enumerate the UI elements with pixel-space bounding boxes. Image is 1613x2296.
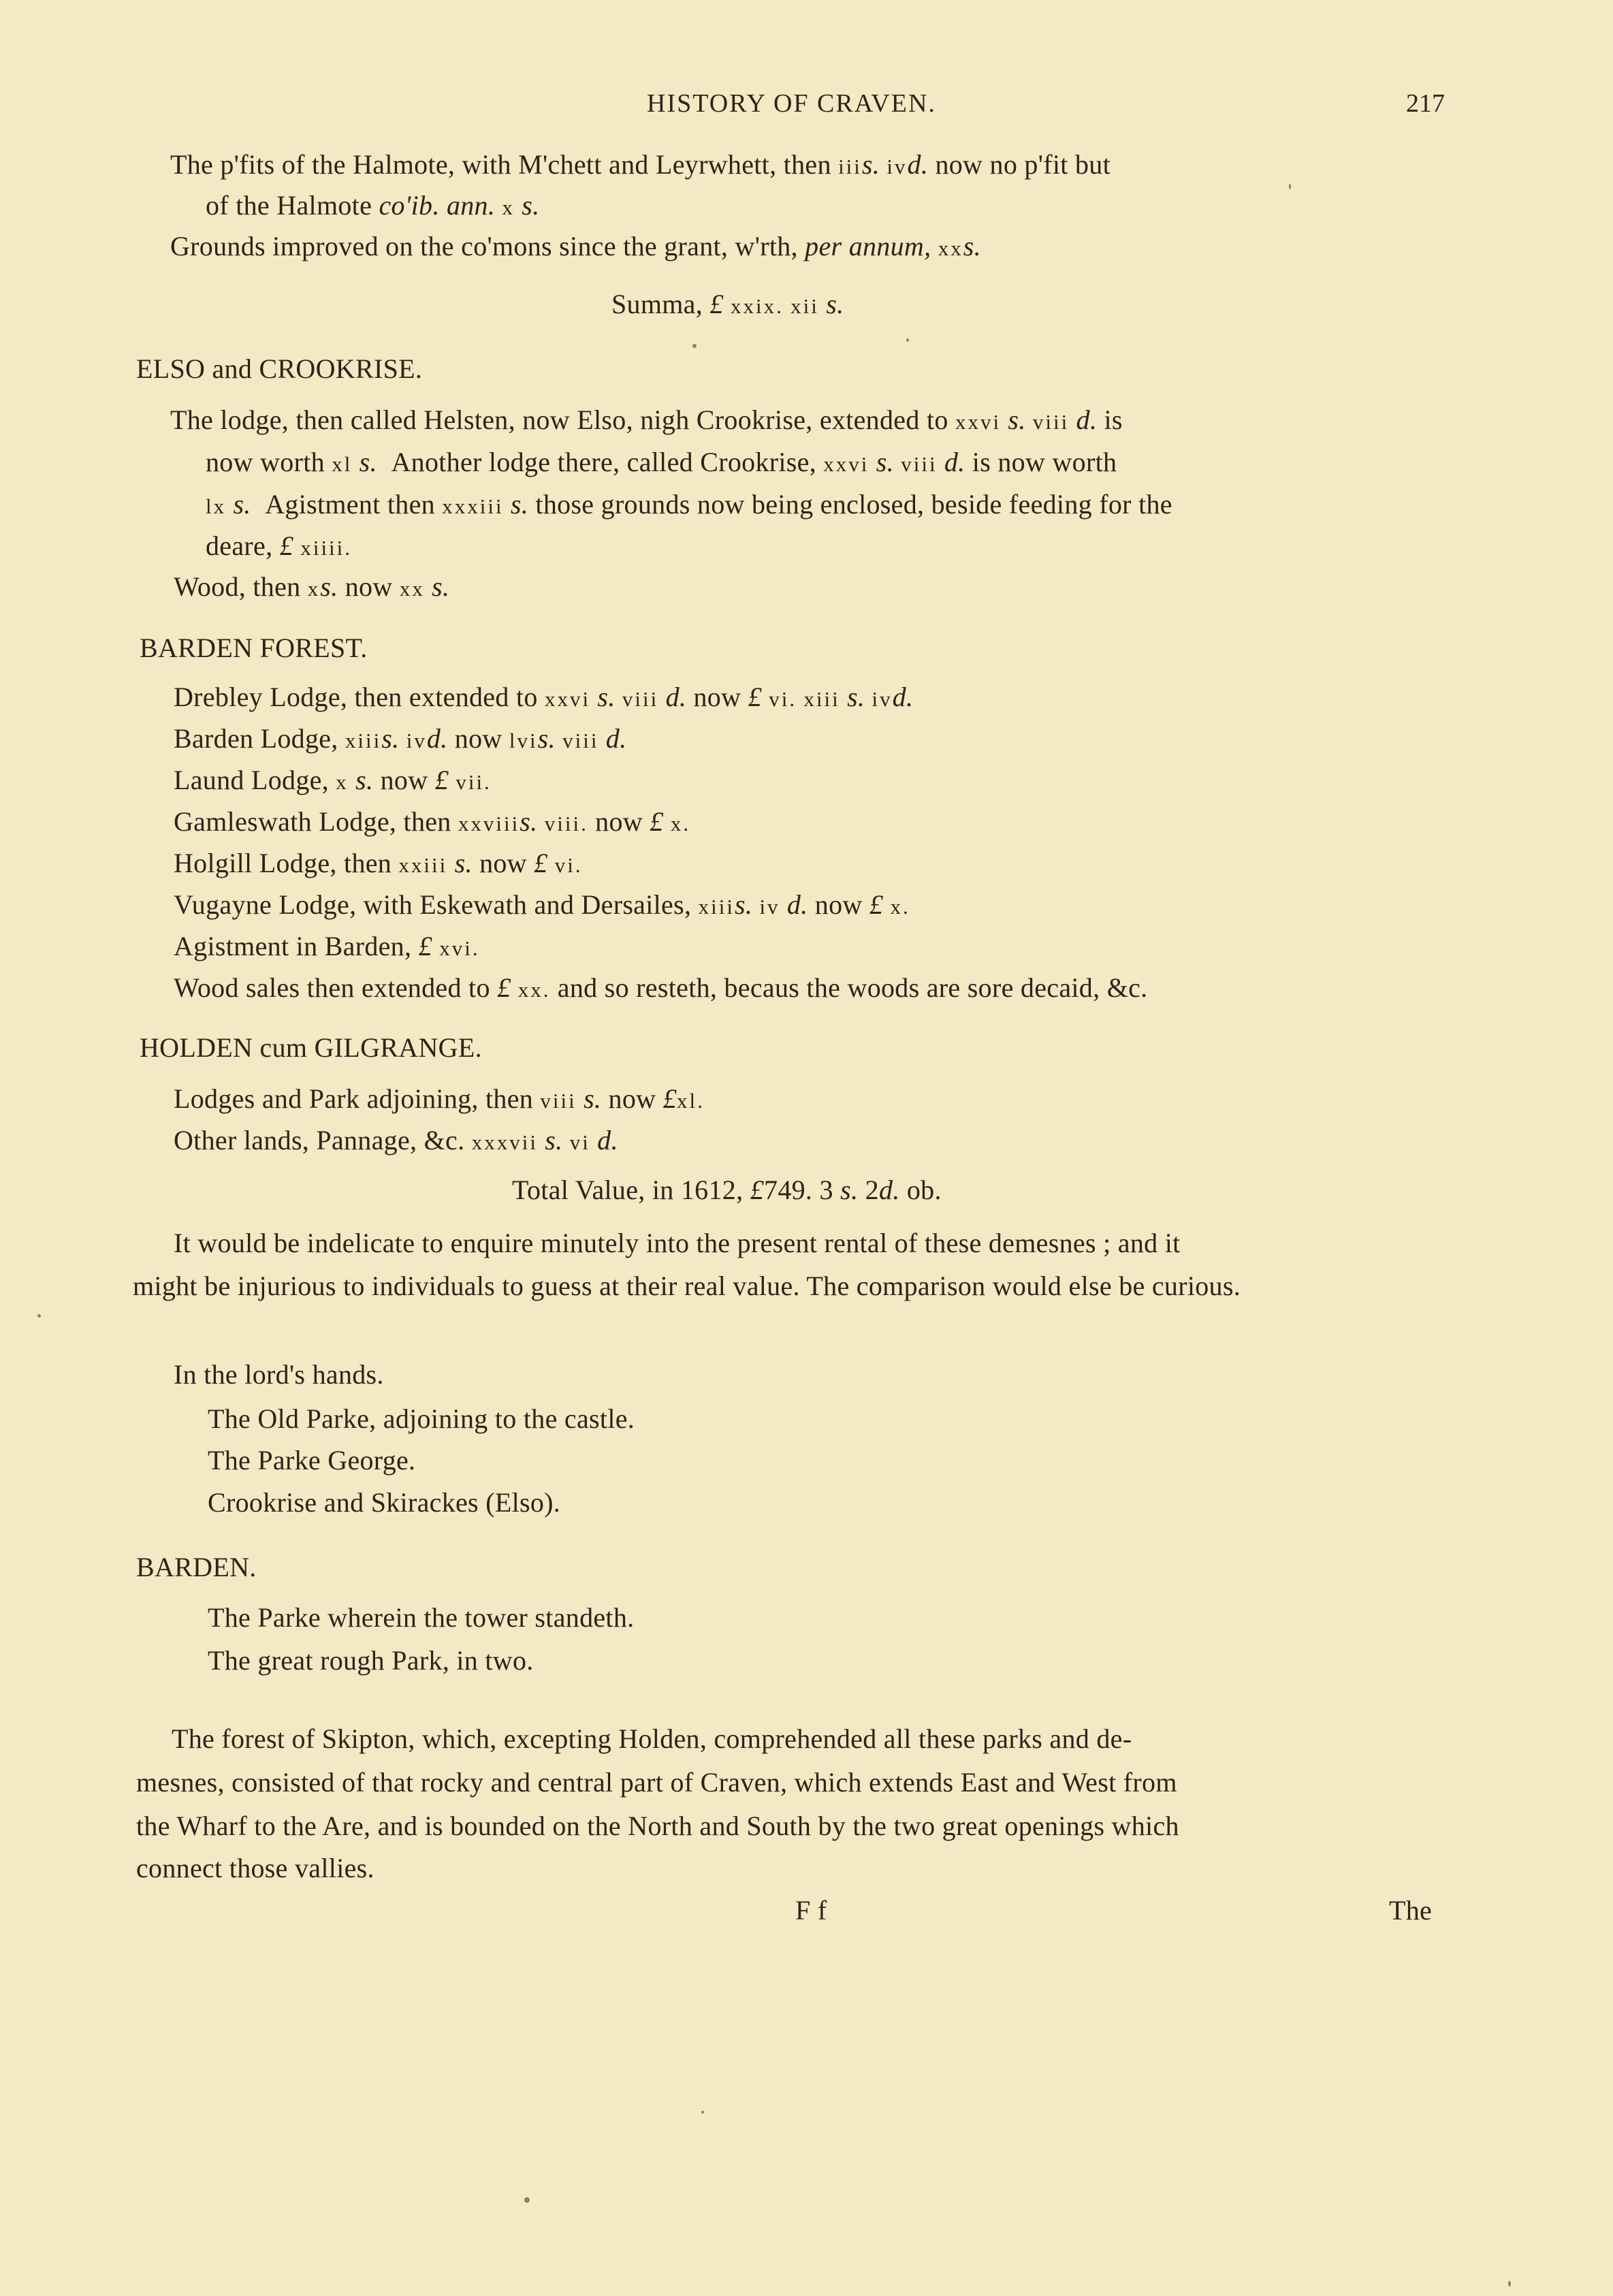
heading-lords-hands: In the lord's hands.: [174, 1359, 384, 1390]
elso-line-2: now worth xl s. Another lodge there, called Crookrise, xxvi s. viii d. is now worth: [206, 447, 1117, 477]
lords-hands-item: The Parke George.: [208, 1445, 416, 1476]
halmote-line-3: Grounds improved on the co'mons since the grant, w'rth, per annum, xxs.: [170, 231, 981, 261]
holden-total-value: Total Value, in 1612, £749. 3 s. 2d. ob.: [512, 1175, 942, 1205]
holden-line-2: Other lands, Pannage, &c. xxxvii s. vi d.: [174, 1125, 618, 1155]
barden-forest-line-2: Barden Lodge, xiiis. ivd. now lvis. viii d.: [174, 723, 627, 754]
closing-line-3: the Wharf to the Are, and is bounded on the North and South by the two great openings which: [136, 1811, 1179, 1841]
commentary-line-1: It would be indelicate to enquire minutely into the present rental of these demesnes ; and it: [174, 1228, 1181, 1258]
paper-speck: [701, 2111, 704, 2114]
heading-elso-crookrise: ELSO and CROOKRISE.: [136, 353, 423, 384]
pound-sign: £: [650, 806, 664, 837]
pound-sign: £: [279, 530, 294, 561]
closing-line-4: connect those vallies.: [136, 1853, 374, 1883]
pound-sign: £: [418, 931, 432, 961]
paper-speck: [692, 344, 697, 348]
pound-sign: £: [750, 1175, 765, 1205]
elso-line-4: deare, £ xiiii.: [206, 530, 353, 561]
pound-sign: £: [709, 289, 724, 319]
catchword: The: [1389, 1895, 1433, 1926]
heading-holden-gilgrange: HOLDEN cum GILGRANGE.: [140, 1032, 482, 1063]
closing-line-2: mesnes, consisted of that rocky and central part of Craven, which extends East and West from: [136, 1767, 1177, 1798]
page-number: 217: [1406, 89, 1445, 118]
pound-sign: £: [869, 889, 884, 920]
paper-speck: [1508, 2281, 1511, 2286]
barden-forest-line-5: Holgill Lodge, then xxiii s. now £ vi.: [174, 848, 583, 878]
barden-forest-line-7: Agistment in Barden, £ xvi.: [174, 931, 480, 961]
pound-sign: £: [748, 682, 762, 712]
holden-line-1: Lodges and Park adjoining, then viii s. now £xl.: [174, 1083, 705, 1114]
halmote-line-1: The p'fits of the Halmote, with M'chett and Leyrwhett, then iiis. ivd. now no p'fit but: [170, 149, 1111, 180]
paper-speck: [906, 338, 909, 342]
lords-hands-item: The Old Parke, adjoining to the castle.: [208, 1403, 635, 1434]
barden-forest-line-3: Laund Lodge, x s. now £ vii.: [174, 765, 492, 795]
closing-line-1: The forest of Skipton, which, excepting Holden, comprehended all these parks and de-: [172, 1723, 1132, 1754]
barden-forest-line-4: Gamleswath Lodge, then xxviiis. viii. now £ x.: [174, 806, 691, 837]
heading-barden: BARDEN.: [136, 1552, 257, 1582]
lords-hands-item: Crookrise and Skirackes (Elso).: [208, 1487, 561, 1518]
halmote-summa: Summa, £ xxix. xii s.: [611, 289, 844, 319]
signature-mark: F f: [795, 1895, 827, 1926]
commentary-line-2: might be injurious to individuals to guess at their real value. The comparison would else be curious.: [133, 1271, 1241, 1301]
paper-speck: [37, 1314, 41, 1318]
paper-speck: [1289, 184, 1291, 189]
elso-line-1: The lodge, then called Helsten, now Elso, nigh Crookrise, extended to xxvi s. viii d. is: [170, 404, 1123, 435]
pound-sign: £: [662, 1083, 677, 1114]
barden-forest-line-1: Drebley Lodge, then extended to xxvi s. viii d. now £ vi. xiii s. ivd.: [174, 682, 914, 712]
halmote-line-2: of the Halmote co'ib. ann. x s.: [206, 190, 540, 221]
pound-sign: £: [497, 972, 511, 1003]
pound-sign: £: [534, 848, 548, 878]
elso-wood-line: Wood, then xs. now xx s.: [174, 571, 450, 602]
pound-sign: £: [434, 765, 449, 795]
heading-barden-forest: BARDEN FOREST.: [140, 633, 368, 663]
barden-forest-line-6: Vugayne Lodge, with Eskewath and Dersailes, xiiis. iv d. now £ x.: [174, 889, 910, 920]
elso-line-3: lx s. Agistment then xxxiii s. those grounds now being enclosed, beside feeding for the: [206, 489, 1172, 520]
barden-item: The Parke wherein the tower standeth.: [208, 1602, 635, 1633]
barden-item: The great rough Park, in two.: [208, 1645, 534, 1676]
paper-speck: [524, 2197, 530, 2203]
running-title: HISTORY OF CRAVEN.: [647, 89, 936, 118]
barden-forest-line-8: Wood sales then extended to £ xx. and so resteth, becaus the woods are sore decaid, &c.: [174, 972, 1148, 1003]
